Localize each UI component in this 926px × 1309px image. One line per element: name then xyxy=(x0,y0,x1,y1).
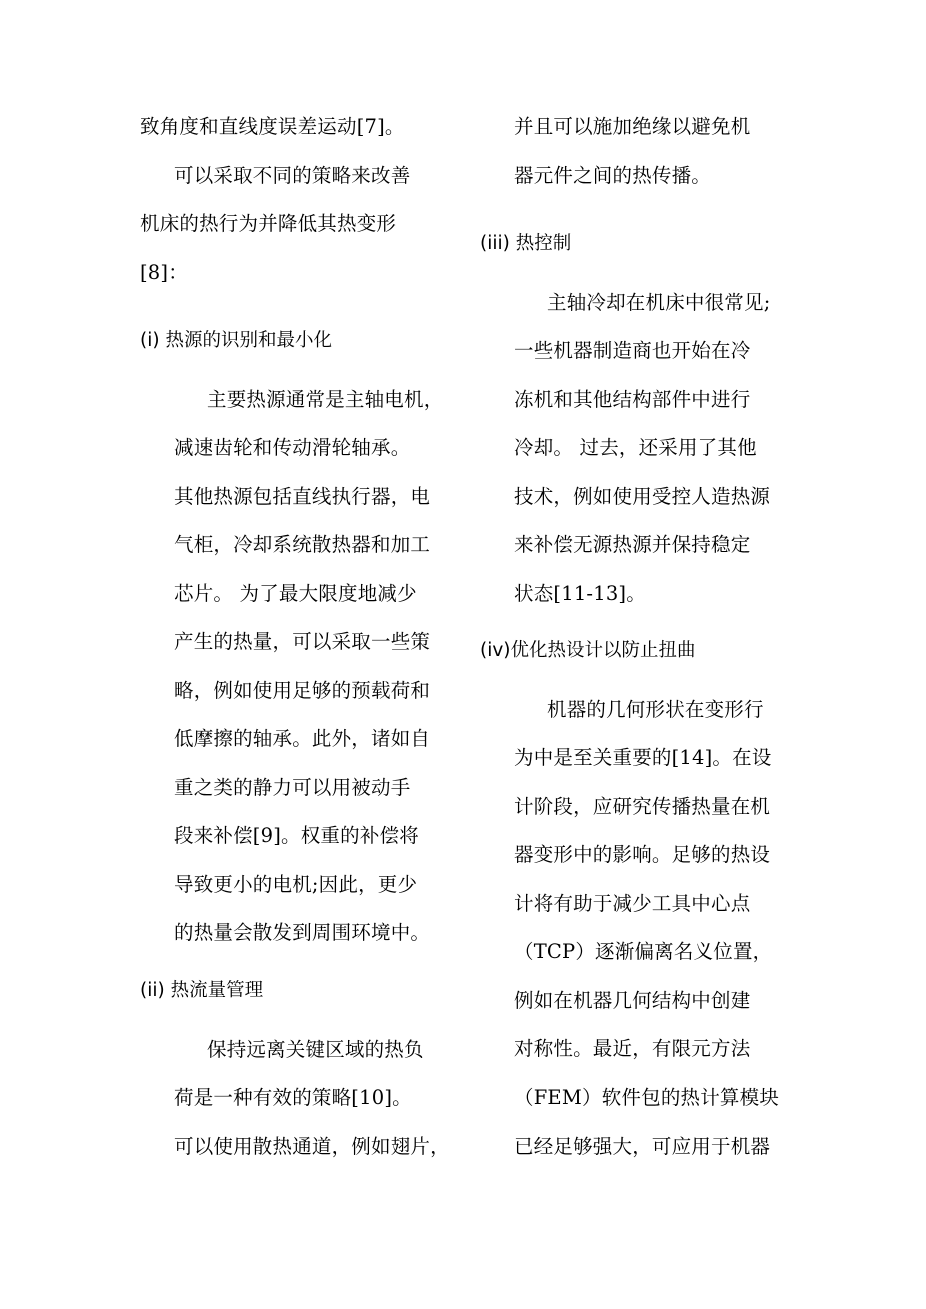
paragraph-line: 状态[11-13]。 xyxy=(514,582,646,605)
paragraph-line: 来补偿无源热源并保持稳定 xyxy=(514,533,751,556)
section-heading-ii: (ii) 热流量管理 xyxy=(140,980,264,1001)
paragraph-line: 对称性。最近，有限元方法 xyxy=(514,1037,751,1060)
paragraph-line: 气柜，冷却系统散热器和加工 xyxy=(174,533,431,556)
paragraph-line: 冻机和其他结构部件中进行 xyxy=(514,388,751,411)
paragraph-line: 计将有助于减少工具中心点 xyxy=(514,892,751,915)
section-heading-iv: (iv)优化热设计以防止扭曲 xyxy=(480,640,696,661)
paragraph-line: 可以采取不同的策略来改善 xyxy=(174,164,411,187)
paragraph-line: 主轴冷却在机床中很常见; xyxy=(547,291,771,314)
paragraph-line: 冷却。 过去，还采用了其他 xyxy=(514,436,757,459)
paragraph-line: 芯片。 为了最大限度地减少 xyxy=(174,582,417,605)
section-heading-iii: (iii) 热控制 xyxy=(480,233,572,254)
paragraph-line: 的热量会散发到周围环境中。 xyxy=(174,921,431,944)
paragraph-line: [8]： xyxy=(140,261,188,284)
paragraph-line: 例如在机器几何结构中创建 xyxy=(514,989,751,1012)
paragraph-line: 技术，例如使用受控人造热源 xyxy=(514,485,771,508)
paragraph-line: 并且可以施加绝缘以避免机 xyxy=(514,115,751,138)
paragraph-line: 产生的热量，可以采取一些策 xyxy=(174,630,431,653)
paragraph-line: （FEM）软件包的热计算模块 xyxy=(514,1086,780,1109)
paragraph-line: 器变形中的影响。足够的热设 xyxy=(514,843,771,866)
paragraph-line: 器元件之间的热传播。 xyxy=(514,164,712,187)
paragraph-line: 计阶段，应研究传播热量在机 xyxy=(514,795,771,818)
paragraph-line: 机床的热行为并降低其热变形 xyxy=(140,212,397,235)
paragraph-line: 主要热源通常是主轴电机， xyxy=(207,388,444,411)
paragraph-line: 一些机器制造商也开始在冷 xyxy=(514,339,751,362)
paragraph-line: 低摩擦的轴承。此外，诸如自 xyxy=(174,727,431,750)
paragraph-line: 机器的几何形状在变形行 xyxy=(547,698,764,721)
section-heading-i: (i) 热源的识别和最小化 xyxy=(140,330,332,351)
paragraph-line: 保持远离关键区域的热负 xyxy=(207,1038,424,1061)
paragraph-line: 可以使用散热通道，例如翅片， xyxy=(174,1135,450,1158)
paragraph-line: （TCP）逐渐偏离名义位置， xyxy=(514,940,773,963)
paragraph-line: 为中是至关重要的[14]。在设 xyxy=(514,746,772,769)
paragraph-line: 已经足够强大，可应用于机器 xyxy=(514,1135,771,1158)
paragraph-line: 其他热源包括直线执行器，电 xyxy=(174,485,431,508)
paragraph-line: 荷是一种有效的策略[10]。 xyxy=(174,1086,412,1109)
paragraph-line: 重之类的静力可以用被动手 xyxy=(174,776,411,799)
paragraph-line: 略，例如使用足够的预载荷和 xyxy=(174,679,431,702)
paragraph-line: 减速齿轮和传动滑轮轴承。 xyxy=(174,436,411,459)
paragraph-line: 段来补偿[9]。权重的补偿将 xyxy=(174,824,419,847)
paragraph-line: 致角度和直线度误差运动[7]。 xyxy=(140,115,405,138)
paragraph-line: 导致更小的电机;因此，更少 xyxy=(174,873,418,896)
